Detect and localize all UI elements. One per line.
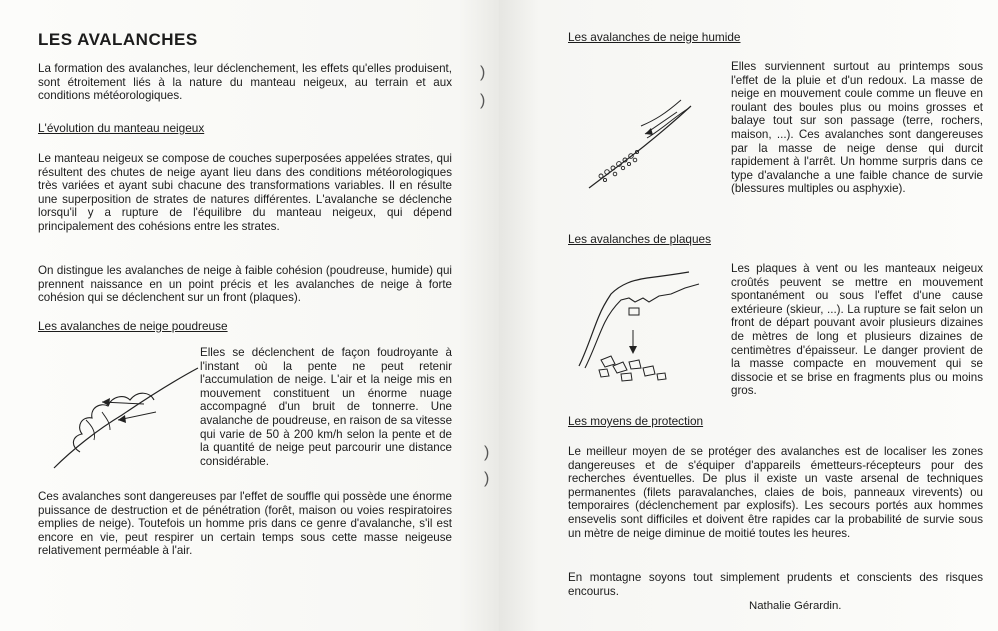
plaques-paragraph: Les plaques à vent ou les manteaux neigeux croûtés peuvent se mettre en mouvement spontanément ou sous l'effet d'une cause extérieure (skieur, ...). La rupture se fait selon un front de départ pouvant avoir plusieurs dizaines de mètres de long et plusieurs dizaines de centimètres d'épaisseur. Le danger provient de la masse compacte en mouvement qui se dissocie et se brise en fragments plus ou moins gros.	[731, 262, 983, 398]
wet-avalanche-illustration	[585, 98, 695, 190]
right-page	[499, 0, 998, 631]
humide-paragraph: Elles surviennent surtout au printemps sous l'effet de la pluie et d'un redoux. La masse de neige en mouvement coule comme un fleuve en roulant des boules plus ou moins grosses et balaye tout sur son passage (terre, rochers, maison, ...). Ces avalanches sont dangereuses par la masse de neige dense qui durcit rapidement à l'arrêt. Un homme surpris dans ce type d'avalanche a une faible chance de survie (blessures multiples ou asphyxie).	[731, 60, 983, 196]
conclusion-paragraph: En montagne soyons tout simplement prudents et conscients des risques encourus.	[568, 571, 983, 598]
evolution-paragraph: Le manteau neigeux se compose de couches superposées appelées strates, qui résultent des chutes de neige ayant lieu dans des conditions météorologiques très variées et ayant subi chacune des transformations variables. Il en résulte une superposition de strates de natures différentes. L'avalanche se déclenche lorsqu'il y a rupture de l'équilibre du manteau neigeux, qui dépend principalement des cohésions entre les strates.	[38, 152, 452, 233]
page-title: LES AVALANCHES	[38, 30, 198, 49]
binding-mark: )	[484, 444, 490, 461]
poudreuse-paragraph: Elles se déclenchent de façon foudroyante à l'instant où la pente ne peut retenir l'accumulation de neige. L'air et la neige mis en mouvement constituent un énorme nuage accompagné d'un bruit de tonnerre. Une avalanche de poudreuse, en raison de sa vitesse qui varie de 50 à 200 km/h selon la pente et de la quantité de neige peut parcourir une distance considérable.	[200, 346, 453, 468]
heading-humide: Les avalanches de neige humide	[568, 30, 741, 44]
binding-mark: )	[480, 92, 486, 109]
author-signature: Nathalie Gérardin.	[749, 600, 842, 612]
binding-mark: )	[484, 470, 490, 487]
slab-avalanche-illustration	[577, 270, 707, 385]
heading-evolution: L'évolution du manteau neigeux	[38, 121, 205, 135]
intro-paragraph: La formation des avalanches, leur déclenchement, les effets qu'elles produisent, sont étroitement liés à la nature du manteau neigeux, au terrain et aux conditions météorologiques.	[38, 62, 452, 103]
cohesion-paragraph: On distingue les avalanches de neige à faible cohésion (poudreuse, humide) qui prennent naissance en un point précis et les avalanches de neige à forte cohésion qui se déclenchent sur un front (plaques).	[38, 264, 452, 305]
binding-mark: )	[480, 64, 486, 81]
powder-avalanche-illustration	[52, 360, 202, 475]
protection-paragraph: Le meilleur moyen de se protéger des avalanches est de localiser les zones dangereuses et de s'équiper d'appareils émetteurs-récepteurs pour des recherches éventuelles. De plus il existe un vaste arsenal de techniques permanentes (filets paravalanches, claies de bois, panneaux virevents) ou temporaires (déclenchement par explosifs). Les secours portés aux hommes ensevelis sont difficiles et doivent être rapides car la probabilité de survie sous un mètre de neige diminue de moitié toutes les heures.	[568, 445, 983, 540]
heading-protection: Les moyens de protection	[568, 414, 704, 428]
heading-poudreuse: Les avalanches de neige poudreuse	[38, 319, 228, 333]
danger-paragraph: Ces avalanches sont dangereuses par l'effet de souffle qui possède une énorme puissance de destruction et de pénétration (forêt, maison ou voies respiratoires emplies de neige). Toutefois un homme pris dans ce genre d'avalanche, s'il est encore en vie, peut respirer un certain temps sous cette masse neigeuse relativement perméable à l'air.	[38, 490, 452, 558]
heading-plaques: Les avalanches de plaques	[568, 232, 711, 246]
